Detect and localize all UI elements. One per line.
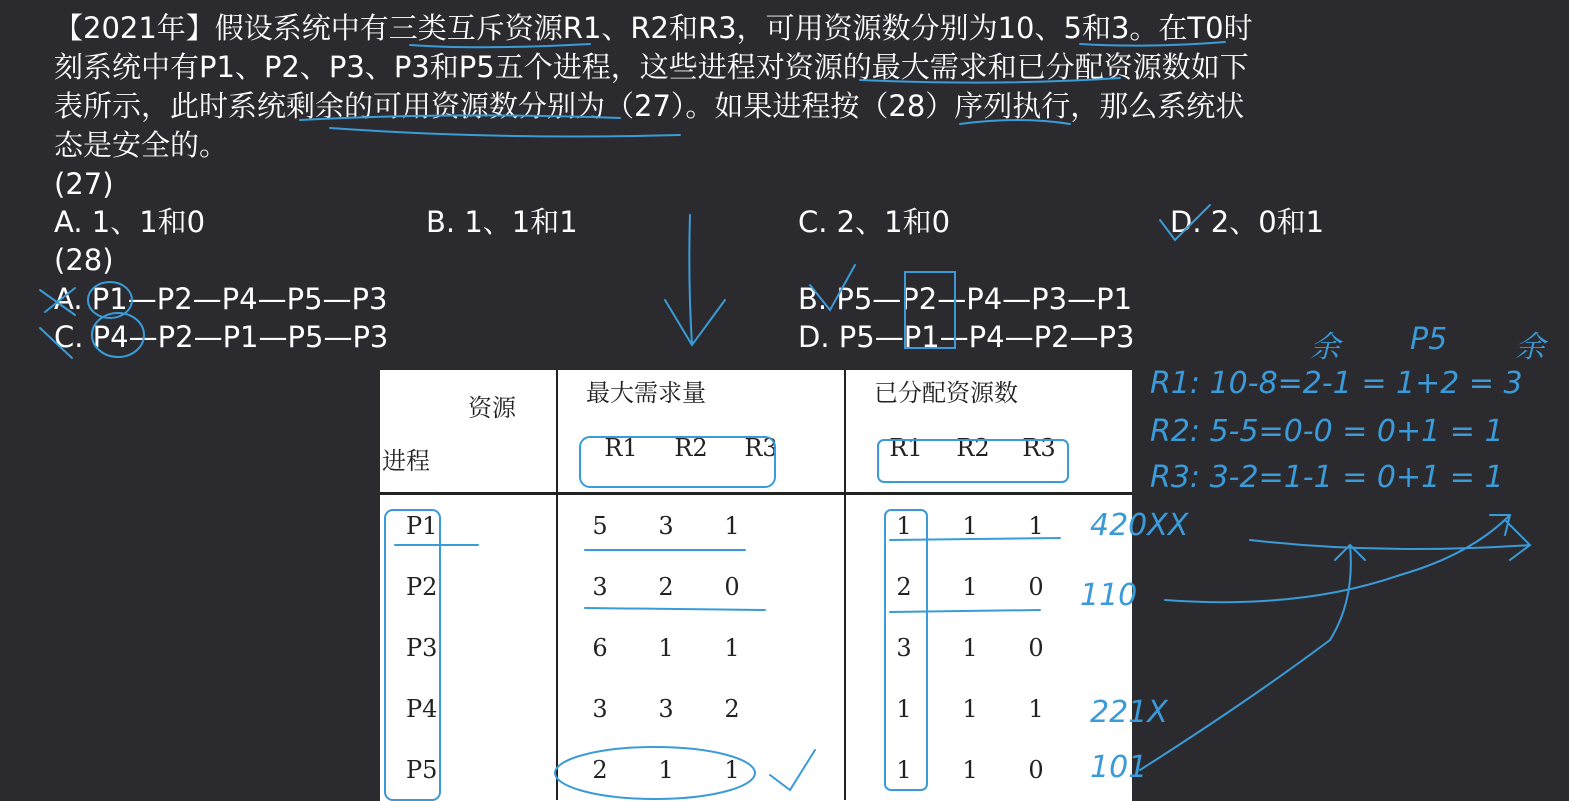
allocated-header <box>845 370 1132 494</box>
max-value: 2 <box>592 755 608 784</box>
alloc-r1-header: R1 <box>889 433 923 462</box>
q28-option-d: D. P5—P1—P4—P2—P3 <box>798 320 1135 354</box>
alloc-value: 1 <box>896 755 912 784</box>
process-cell: P2 <box>380 556 557 617</box>
max-value: 1 <box>658 633 674 662</box>
alloc-value: 1 <box>962 511 978 540</box>
alloc-value: 1 <box>1028 694 1044 723</box>
q28-option-b: B. P5—P2—P4—P3—P1 <box>798 282 1133 316</box>
q27-option-c: C. 2、1和0 <box>798 205 951 239</box>
max-value: 1 <box>724 633 740 662</box>
ink-row-note-p1: 420XX <box>1090 508 1189 543</box>
max-value: 6 <box>592 633 608 662</box>
allocated-title: 已分配资源数 <box>874 378 1018 407</box>
max-r2-header: R2 <box>674 433 708 462</box>
q27-option-d: D. 2、0和1 <box>1170 205 1325 239</box>
ink-arrow <box>1165 515 1510 602</box>
ink-row-note-p2: 110 <box>1080 578 1138 613</box>
alloc-r3-header: R3 <box>1022 433 1056 462</box>
ink-arrow <box>665 215 725 345</box>
alloc-value: 0 <box>1028 755 1044 784</box>
ink-arrow <box>1250 520 1530 560</box>
ink-underline <box>330 128 680 136</box>
table-row <box>380 617 1132 678</box>
max-value: 3 <box>592 694 608 723</box>
q28-option-c: C. P4—P2—P1—P5—P3 <box>54 320 389 354</box>
alloc-value: 1 <box>962 633 978 662</box>
max-value: 2 <box>724 694 740 723</box>
alloc-value: 1 <box>896 511 912 540</box>
process-cell: P3 <box>380 617 557 678</box>
process-cell: P5 <box>380 739 557 800</box>
resource-table <box>380 370 1132 801</box>
question-line-3: 表所示，此时系统剩余的可用资源数分别为（27）。如果进程按（28）序列执行，那么系统状 <box>54 89 1245 123</box>
ink-row-note-p5: 101 <box>1090 750 1148 785</box>
alloc-value: 2 <box>896 572 912 601</box>
max-value: 1 <box>724 755 740 784</box>
table-row <box>380 494 1132 557</box>
alloc-value: 0 <box>1028 572 1044 601</box>
max-r3-header: R3 <box>744 433 778 462</box>
table-row <box>380 739 1132 800</box>
max-demand-title: 最大需求量 <box>586 378 706 407</box>
alloc-value: 1 <box>962 755 978 784</box>
corner-process-label: 进程 <box>382 447 430 475</box>
question-line-4: 态是安全的。 <box>54 128 229 162</box>
question-line-2: 刻系统中有P1、P2、P3、P3和P5五个进程，这些进程对资源的最大需求和已分配资源数如下 <box>54 50 1249 84</box>
ink-calc-r2: R2: 5-5=0-0 = 0+1 = 1 <box>1150 414 1504 449</box>
ink-row-note-p4: 221X <box>1090 695 1168 730</box>
table-corner-cell <box>380 370 557 494</box>
max-value: 5 <box>592 511 608 540</box>
ink-arrow <box>1140 545 1365 770</box>
ink-note-p5: P5 <box>1410 322 1448 357</box>
alloc-value: 1 <box>1028 511 1044 540</box>
max-value: 1 <box>658 755 674 784</box>
max-value: 2 <box>658 572 674 601</box>
corner-resource-label: 资源 <box>468 394 516 422</box>
process-cell: P1 <box>380 494 557 557</box>
max-demand-header <box>557 370 845 494</box>
alloc-value: 1 <box>962 572 978 601</box>
ink-note-right-remaining: 余 <box>1515 330 1545 365</box>
max-value: 3 <box>658 511 674 540</box>
max-value: 3 <box>592 572 608 601</box>
max-value: 3 <box>658 694 674 723</box>
ink-calc-r1: R1: 10-8=2-1 = 1+2 = 3 <box>1150 366 1523 401</box>
q27-option-b: B. 1、1和1 <box>426 205 578 239</box>
q28-label: (28) <box>54 243 114 277</box>
alloc-value: 0 <box>1028 633 1044 662</box>
process-cell: P4 <box>380 678 557 739</box>
alloc-value: 3 <box>896 633 912 662</box>
alloc-value: 1 <box>962 694 978 723</box>
max-value: 1 <box>724 511 740 540</box>
ink-calc-r3: R3: 3-2=1-1 = 0+1 = 1 <box>1150 460 1504 495</box>
q28-option-a: A. P1—P2—P4—P5—P3 <box>54 282 388 316</box>
max-r1-header: R1 <box>604 433 638 462</box>
table-row <box>380 556 1132 617</box>
ink-note-left-remaining: 余 <box>1310 330 1340 365</box>
q27-option-a: A. 1、1和0 <box>54 205 206 239</box>
alloc-value: 1 <box>896 694 912 723</box>
q27-label: (27) <box>54 167 114 201</box>
max-value: 0 <box>724 572 740 601</box>
table-row <box>380 678 1132 739</box>
question-line-1: 【2021年】假设系统中有三类互斥资源R1、R2和R3，可用资源数分别为10、5和3。在T0时 <box>54 11 1253 45</box>
alloc-r2-header: R2 <box>956 433 990 462</box>
